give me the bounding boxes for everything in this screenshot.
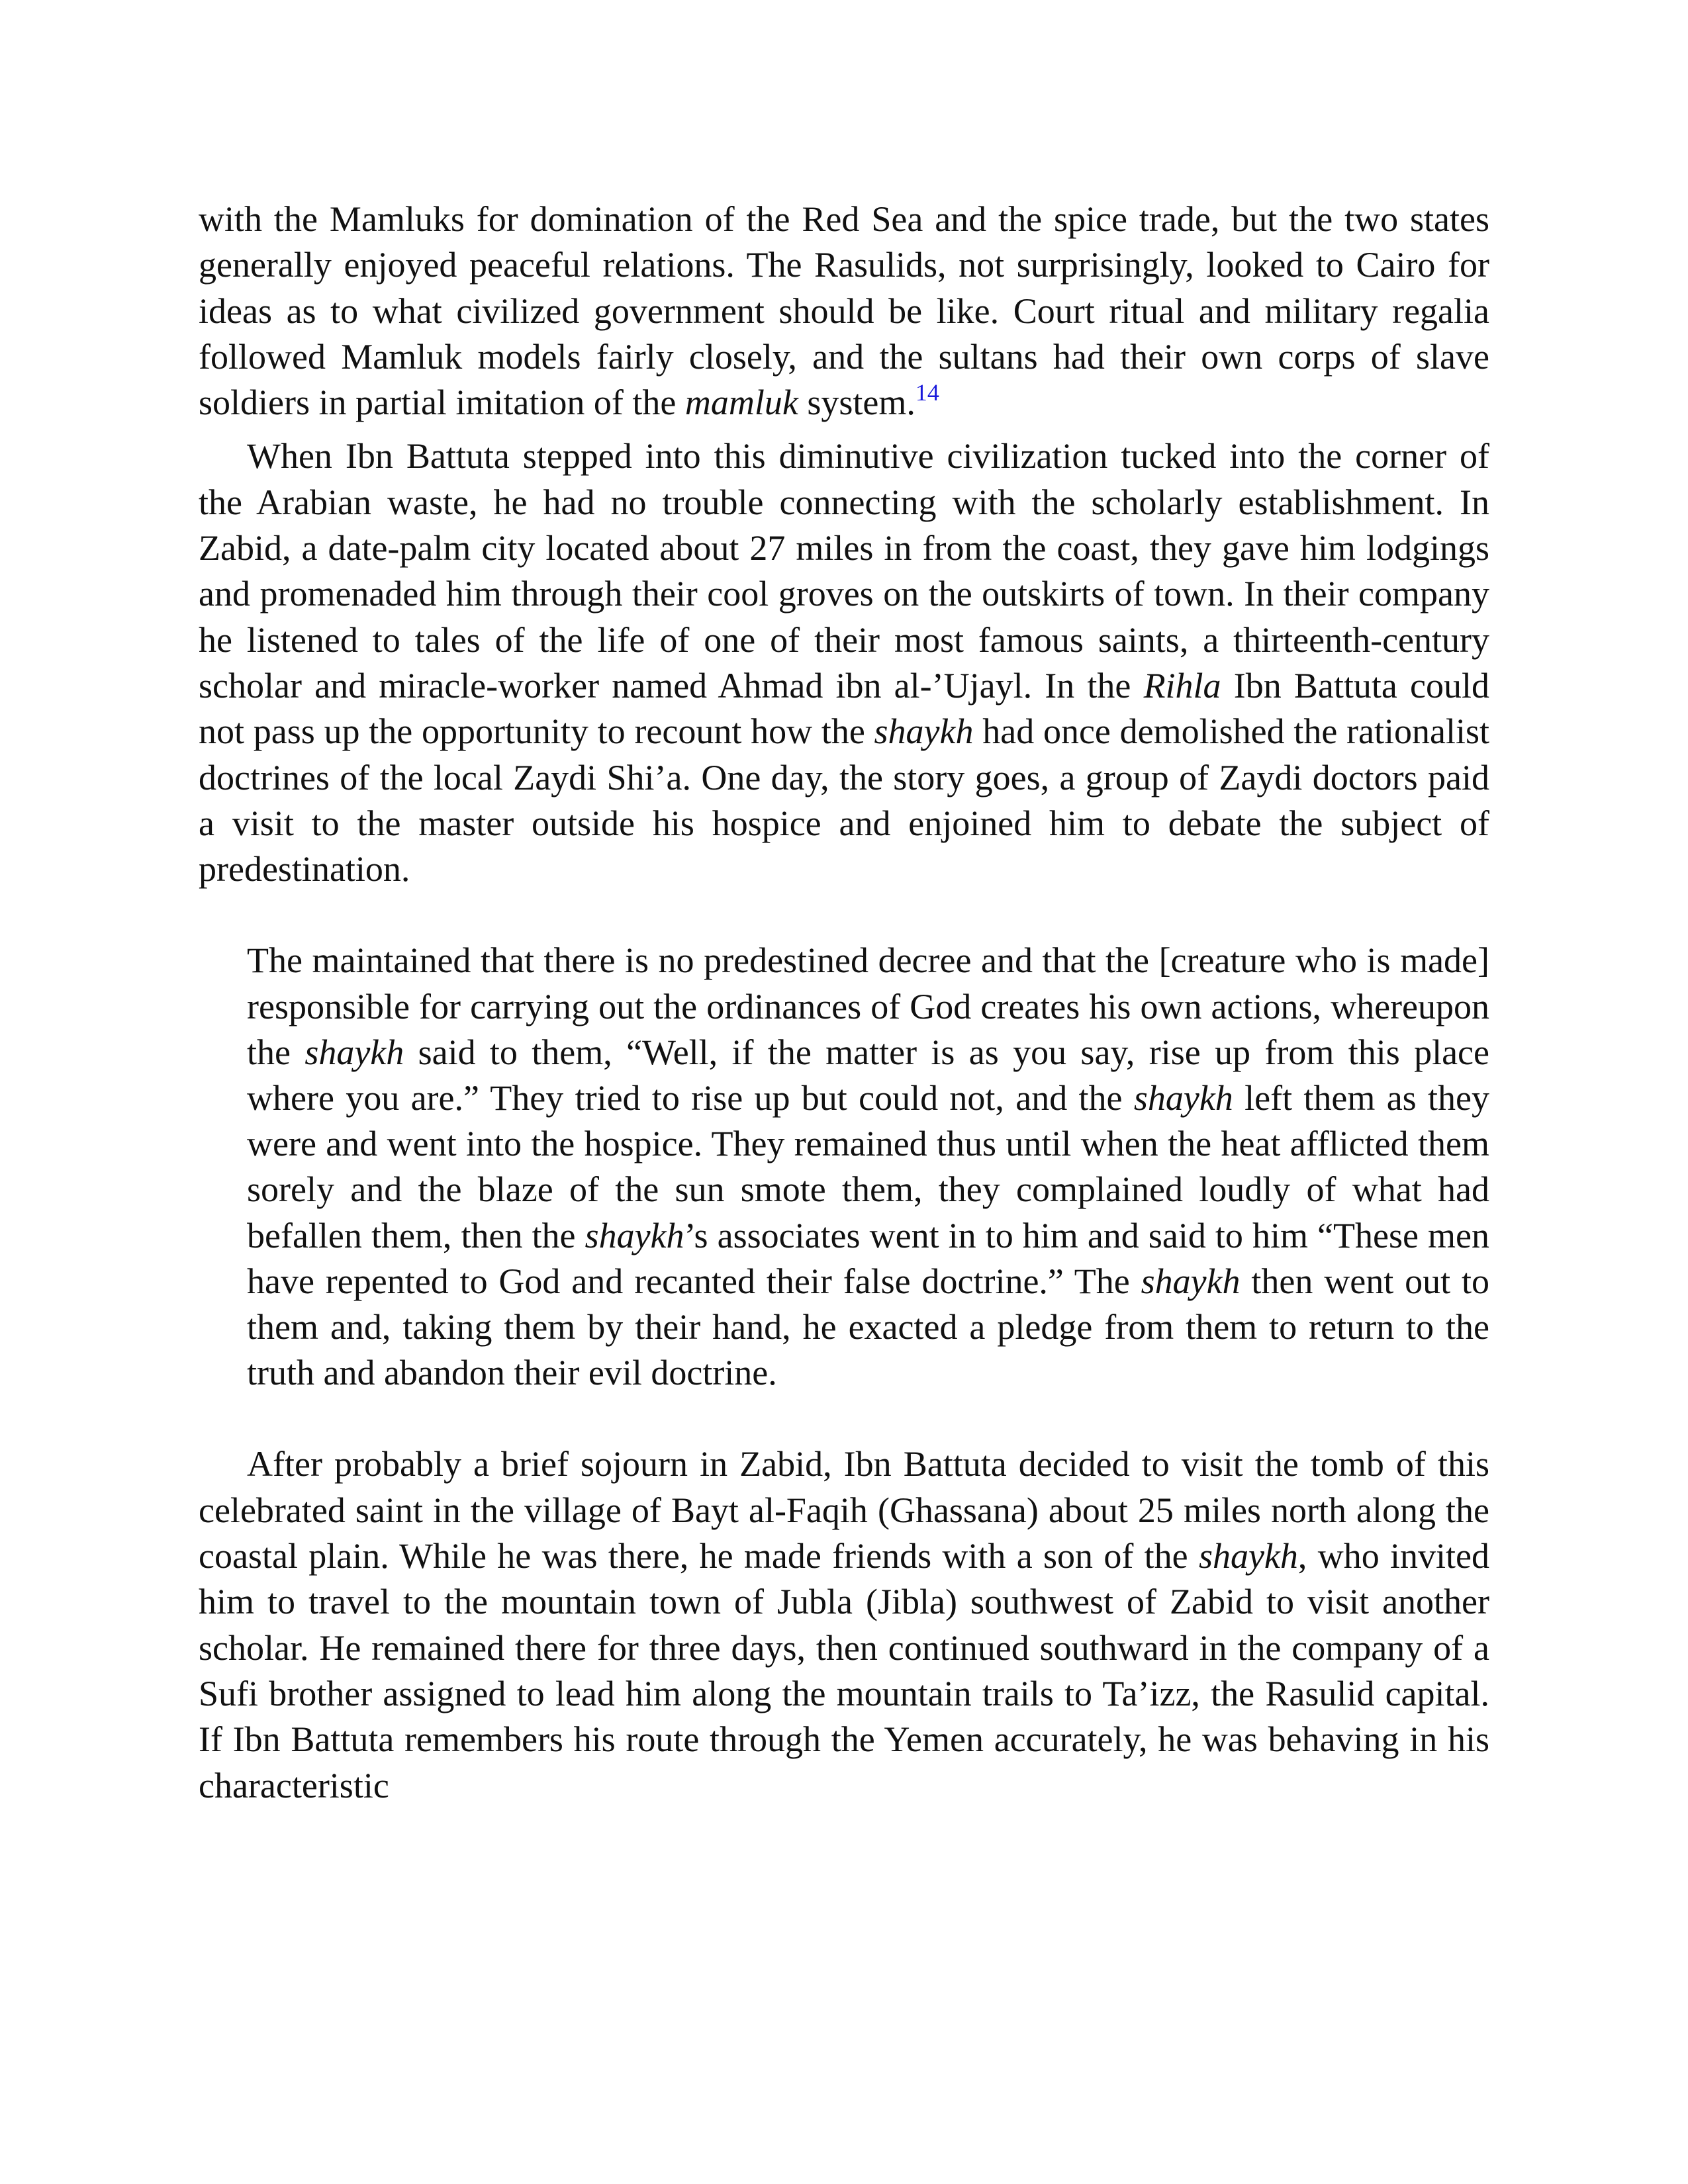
block-quote-italic-shaykh-4: shaykh <box>1141 1261 1241 1301</box>
block-quote-text-3: left them as they were and went into the hospice. They remained thus until when the heat afflicted them sorely and the blaze of the sun smote them, they complained loudly of what had befallen them, then the <box>247 1078 1489 1255</box>
paragraph-1 <box>199 197 1489 426</box>
paragraph-1-italic-mamluk: mamluk <box>684 383 798 423</box>
block-quote-text-5: then went out to them and, taking them by their hand, he exacted a pledge from them to return to the truth and abandon their evil doctrine. <box>247 1261 1489 1393</box>
paragraph-3-text-2: , who invited him to travel to the mountain town of Jubla (Jibla) southwest of Zabid to visit another scholar. He remained there for three days, then continued southward in the company of a Sufi brother assigned to lead him along the mountain trails to Ta’izz, the Rasulid capital. If Ibn Battuta remembers his route through the Yemen accurately, he was behaving in his characteristic <box>199 1536 1489 1805</box>
paragraph-3-italic-shaykh: shaykh <box>1198 1536 1298 1576</box>
block-quote-text-1: The maintained that there is no predestined decree and that the [creature who is made] responsible for carrying out the ordinances of God creates his own actions, whereupon the <box>247 940 1489 1072</box>
paragraph-2-text-1: When Ibn Battuta stepped into this diminutive civilization tucked into the corner of the Arabian waste, he had no trouble connecting with the scholarly establishment. In Zabid, a date-palm city located about 27 miles in from the coast, they gave him lodgings and promenaded him through their cool groves on the outskirts of town. In their company he listened to tales of the life of one of their most famous saints, a thirteenth-century scholar and miracle-worker named Ahmad ibn al-’Ujayl. In the <box>199 436 1489 705</box>
paragraph-1-text-1: with the Mamluks for domination of the Red Sea and the spice trade, but the two states generally enjoyed peaceful relations. The Rasulids, not surprisingly, looked to Cairo for ideas as to what civilized government should be like. Court ritual and military regalia followed Mamluk models fairly closely, and the sultans had their own corps of slave soldiers in partial imitation of the <box>199 199 1489 423</box>
paragraph-3-text-1: After probably a brief sojourn in Zabid, Ibn Battuta decided to visit the tomb of this celebrated saint in the village of Bayt al-Faqih (Ghassana) about 25 miles north along the coastal plain. While he was there, he made friends with a son of the <box>199 1444 1489 1576</box>
paragraph-2-italic-shaykh: shaykh <box>874 711 974 752</box>
block-quote-italic-shaykh-3: shaykh <box>585 1215 684 1255</box>
block-quote-text-2: said to them, “Well, if the matter is as you say, rise up from this place where you are.” They tried to rise up but could not, and the <box>247 1032 1489 1118</box>
footnote-link-14[interactable]: 14 <box>915 379 939 406</box>
page-body <box>199 197 1489 1809</box>
paragraph-3 <box>199 1441 1489 1808</box>
paragraph-2-text-3: had once demolished the rationalist doctrines of the local Zaydi Shi’a. One day, the story goes, a group of Zaydi doctors paid a visit to the master outside his hospice and enjoined him to debate the subject of predestination. <box>199 711 1489 889</box>
paragraph-2 <box>199 433 1489 892</box>
block-quote-text-4: ’s associates went in to him and said to him “These men have repented to God and recanted their false doctrine.” The <box>247 1215 1489 1301</box>
block-quote-italic-shaykh-2: shaykh <box>1133 1078 1233 1118</box>
block-quote <box>247 938 1489 1396</box>
paragraph-1-text-2: system. <box>798 383 915 423</box>
block-quote-italic-shaykh-1: shaykh <box>305 1032 404 1072</box>
paragraph-2-italic-rihla: Rihla <box>1143 665 1221 705</box>
paragraph-2-text-2: Ibn Battuta could not pass up the opportunity to recount how the <box>199 665 1489 752</box>
